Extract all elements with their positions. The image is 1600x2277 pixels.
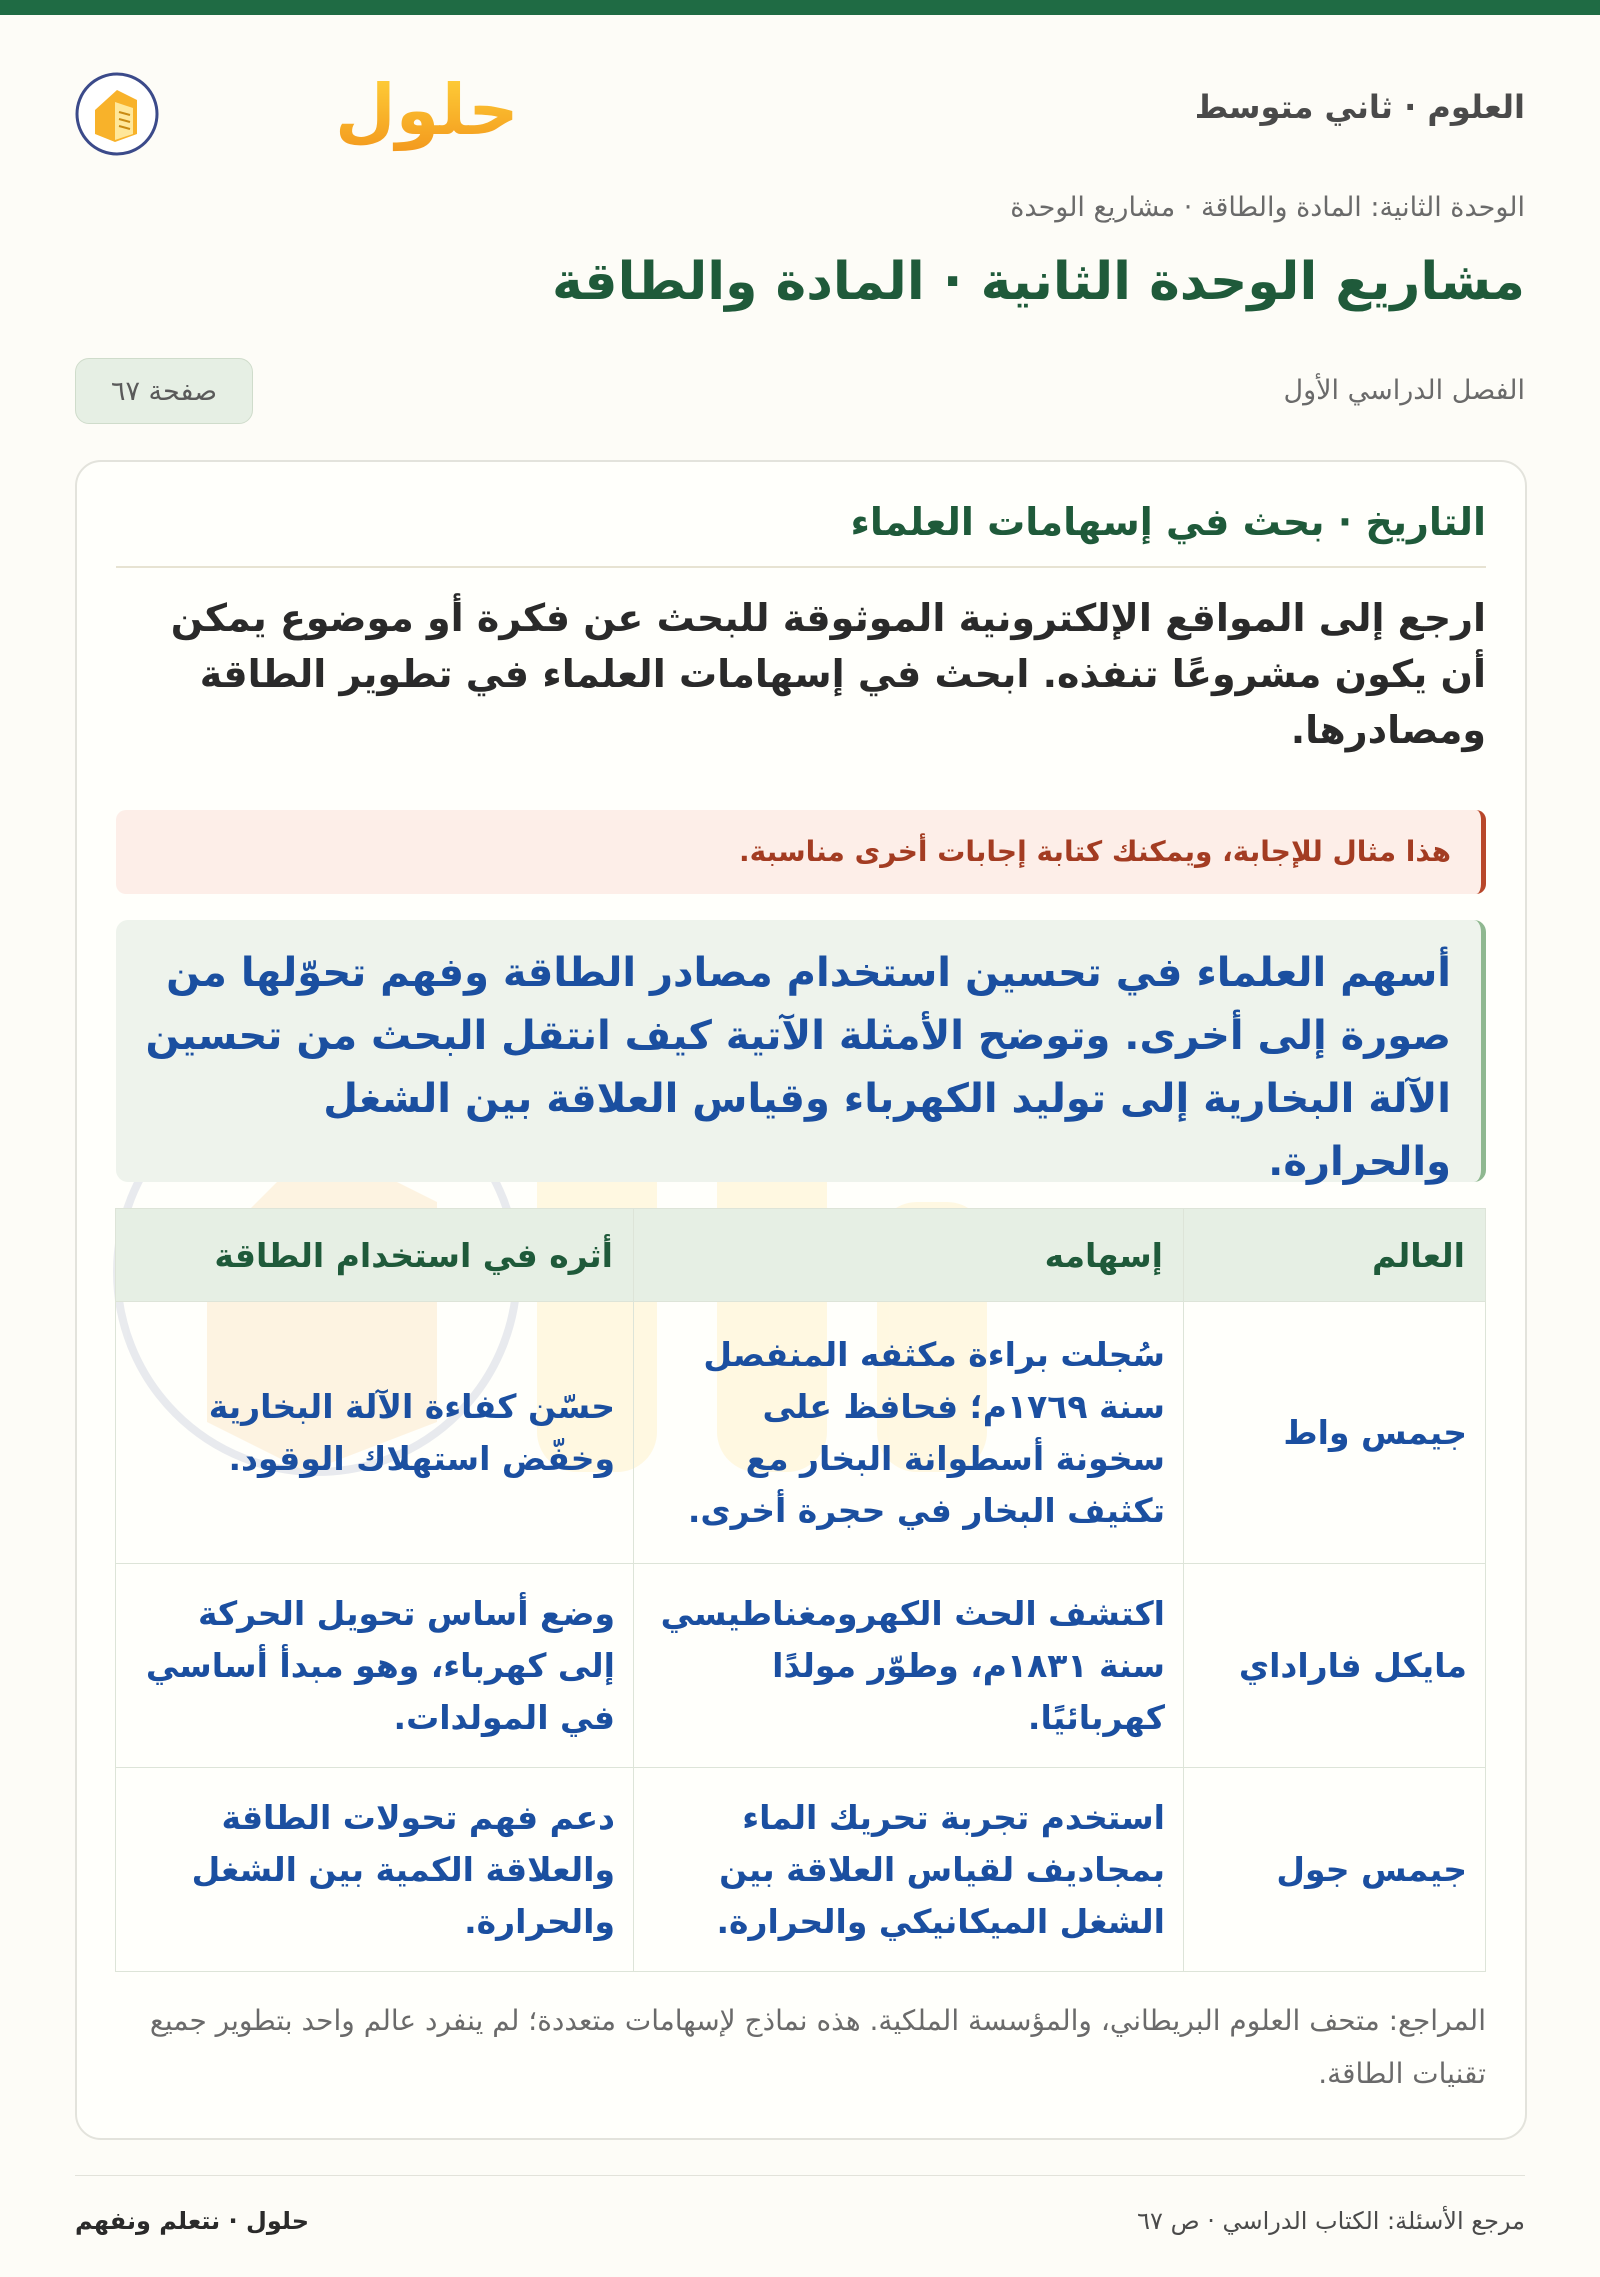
- scientist-contribution: اكتشف الحث الكهرومغناطيسي سنة ١٨٣١م، وطوّر مولدًا كهربائيًا.: [634, 1564, 1184, 1768]
- term-label: الفصل الدراسي الأول: [1283, 375, 1525, 406]
- page-number-badge: صفحة ٦٧: [75, 358, 253, 424]
- table-header-cell: العالم: [1184, 1209, 1486, 1302]
- scientist-contribution: استخدم تجربة تحريك الماء بمجاديف لقياس العلاقة بين الشغل الميكانيكي والحرارة.: [634, 1768, 1184, 1972]
- book-icon: [77, 74, 157, 154]
- table-row: [116, 1302, 1486, 1564]
- subject-label: العلوم · ثاني متوسط: [1194, 88, 1525, 126]
- scientist-impact: دعم فهم تحولات الطاقة والعلاقة الكمية بين الشغل والحرارة.: [116, 1768, 634, 1972]
- table-header-cell: أثره في استخدام الطاقة: [116, 1209, 634, 1302]
- scientist-impact: وضع أساس تحويل الحركة إلى كهرباء، وهو مبدأ أساسي في المولدات.: [116, 1564, 634, 1768]
- answer-text: أسهم العلماء في تحسين استخدام مصادر الطاقة وفهم تحوّلها من صورة إلى أخرى. وتوضح الأمثلة الآتية كيف انتقل البحث من تحسين الآلة البخارية إلى توليد الكهرباء وقياس العلاقة بين الشغل والحرارة.: [116, 920, 1486, 1182]
- site-logo[interactable]: [75, 52, 519, 162]
- scientist-name: جيمس واط: [1184, 1302, 1486, 1564]
- page-title: مشاريع الوحدة الثانية · المادة والطاقة: [552, 252, 1525, 312]
- scientist-contribution: سُجلت براءة مكثفه المنفصل سنة ١٧٦٩م؛ فحافظ على سخونة أسطوانة البخار مع تكثيف البخار في حجرة أخرى.: [634, 1302, 1184, 1564]
- references-text: المراجع: متحف العلوم البريطاني، والمؤسسة الملكية. هذه نماذج لإسهامات متعددة؛ لم ينفرد عالم واحد بتطوير جميع تقنيات الطاقة.: [149, 2004, 1486, 2090]
- table-header-cell: إسهامه: [634, 1209, 1184, 1302]
- scientist-impact: حسّن كفاءة الآلة البخارية وخفّض استهلاك الوقود.: [116, 1302, 634, 1564]
- content-card: [75, 460, 1527, 2140]
- footer-brand[interactable]: حلول · نتعلم ونفهم: [75, 2207, 309, 2235]
- table-row: [116, 1768, 1486, 1972]
- question-text: ارجع إلى المواقع الإلكترونية الموثوقة للبحث عن فكرة أو موضوع يمكن أن يكون مشروعًا تنفذه. ابحث في إسهامات العلماء في تطوير الطاقة ومصادرها.: [170, 596, 1486, 752]
- answer-note: هذا مثال للإجابة، ويمكنك كتابة إجابات أخرى مناسبة.: [116, 810, 1486, 894]
- top-accent-bar: [0, 0, 1600, 15]
- section-title: التاريخ · بحث في إسهامات العلماء: [116, 492, 1486, 568]
- breadcrumb: الوحدة الثانية: المادة والطاقة · مشاريع الوحدة: [1010, 192, 1525, 223]
- table-header-row: [116, 1209, 1486, 1302]
- logo-text: حلول: [335, 69, 519, 151]
- scientist-name: مايكل فاراداي: [1184, 1564, 1486, 1768]
- header: [75, 52, 1525, 162]
- table-row: [116, 1564, 1486, 1768]
- footer-source: مرجع الأسئلة: الكتاب الدراسي · ص ٦٧: [1137, 2207, 1525, 2235]
- footer-divider: [75, 2175, 1525, 2176]
- scientists-table: [115, 1208, 1486, 1972]
- scientist-name: جيمس جول: [1184, 1768, 1486, 1972]
